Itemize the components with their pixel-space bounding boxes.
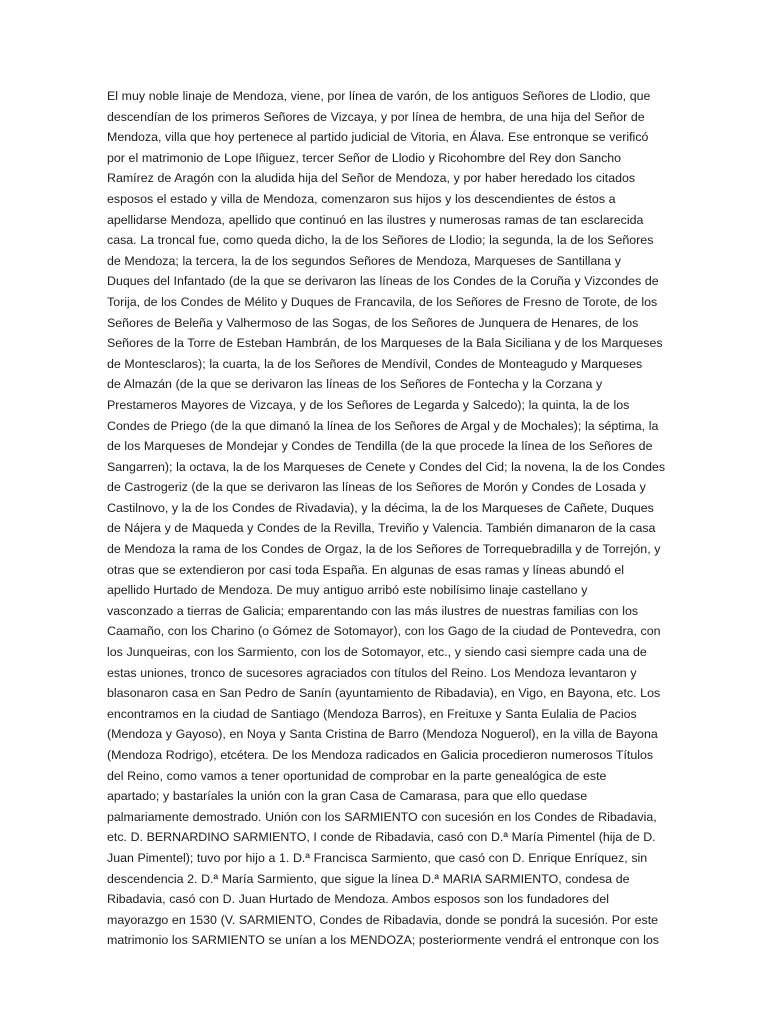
text-line: mayorazgo en 1530 (V. SARMIENTO, Condes de Ribadavia, donde se pondrá la sucesión. Por este (107, 912, 659, 927)
body-paragraph (107, 86, 667, 951)
text-line: casa. La troncal fue, como queda dicho, la de los Señores de Llodio; la segunda, la de los Señores (107, 233, 654, 248)
text-line: (Mendoza y Gayoso), en Noya y Santa Cristina de Barro (Mendoza Noguerol), en la villa de Bayona (107, 727, 658, 742)
text-line: Mendoza, villa que hoy pertenece al partido judicial de Vitoria, en Álava. Ese entronque se verificó (107, 130, 649, 145)
text-line: otras que se extendieron por casi toda España. En algunas de esas ramas y líneas abundó el (107, 562, 625, 577)
text-line: Señores de Beleña y Valhermoso de las Sogas, de los Señores de Junquera de Henares, de los (107, 315, 639, 330)
text-line: Torija, de los Condes de Mélito y Duques de Francavila, de los Señores de Fresno de Torote, de los (107, 294, 658, 309)
text-line: vasconzado a tierras de Galicia; emparentando con las más ilustres de nuestras familias con los (107, 603, 639, 618)
text-line: de Nájera y de Maqueda y Condes de la Revilla, Treviño y Valencia. También dimanaron de la casa (107, 521, 656, 536)
text-line: Señores de la Torre de Esteban Hambrán, de los Marqueses de la Bala Siciliana y de los Marqueses (107, 336, 663, 351)
text-line: palmariamente demostrado. Unión con los SARMIENTO con sucesión en los Condes de Ribadavia, (107, 809, 657, 824)
text-line: matrimonio los SARMIENTO se unían a los MENDOZA; posteriormente vendrá el entronque con los (107, 933, 659, 948)
text-line: etc. D. BERNARDINO SARMIENTO, I conde de Ribadavia, casó con D.ª María Pimentel (hija de D. (107, 830, 656, 845)
text-line: descendían de los primeros Señores de Vizcaya, y por línea de hembra, de una hija del Señor de (107, 109, 645, 124)
text-line: blasonaron casa en San Pedro de Sanín (ayuntamiento de Ribadavia), en Vigo, en Bayona, etc. Los (107, 686, 661, 701)
text-line: apartado; y bastaríales la unión con la gran Casa de Camarasa, para que ello quedase (107, 789, 588, 804)
text-line: estas uniones, tronco de sucesores agraciados con títulos del Reino. Los Mendoza levantaron y (107, 665, 637, 680)
text-line: (Mendoza Rodrigo), etcétera. De los Mendoza radicados en Galicia procedieron numerosos Títulos (107, 748, 654, 762)
text-line: de los Marqueses de Mondejar y Condes de Tendilla (de la que procede la línea de los Señores de (107, 439, 653, 454)
text-line: de Mendoza; la tercera, la de los segundos Señores de Mendoza, Marqueses de Santillana y (107, 253, 621, 268)
text-line: los Junqueiras, con los Sarmiento, con los de Sotomayor, etc., y siendo casi siempre cada una de (107, 645, 647, 660)
text-line: Caamaño, con los Charino (o Gómez de Sotomayor), con los Gago de la ciudad de Pontevedra, con (107, 624, 661, 639)
text-line: apellido Hurtado de Mendoza. De muy antiguo arribó este nobilísimo linaje castellano y (107, 583, 588, 598)
text-line: por el matrimonio de Lope Iñiguez, tercer Señor de Llodio y Ricohombre del Rey don Sancho (107, 150, 622, 165)
text-line: de Almazán (de la que se derivaron las líneas de los Señores de Fontecha y la Corzana y (107, 377, 603, 392)
text-line: de Mendoza la rama de los Condes de Orgaz, la de los Señores de Torrequebradilla y de Torrejón, y (107, 542, 661, 557)
text-line: Sangarren); la octava, la de los Marqueses de Cenete y Condes del Cid; la novena, la de los Condes (107, 459, 666, 474)
text-line: Castilnovo, y la de los Condes de Rivadavia), y la décima, la de los Marqueses de Cañete, Duques (107, 500, 654, 515)
text-line: del Reino, como vamos a tener oportunidad de comprobar en la parte genealógica de este (107, 768, 607, 783)
text-line: El muy noble linaje de Mendoza, viene, por línea de varón, de los antiguos Señores de Llodio, que (107, 89, 651, 103)
text-line: de Castrogeriz (de la que se derivaron las líneas de los Señores de Morón y Condes de Losada y (107, 480, 646, 495)
text-line: Ribadavia, casó con D. Juan Hurtado de Mendoza. Ambos esposos son los fundadores del (107, 892, 609, 907)
text-line: encontramos en la ciudad de Santiago (Mendoza Barros), en Freituxe y Santa Eulalia de Pacios (107, 706, 637, 721)
text-line: descendencia 2. D.ª María Sarmiento, que sigue la línea D.ª MARIA SARMIENTO, condesa de (107, 871, 630, 886)
text-line: apellidarse Mendoza, apellido que continuó en las ilustres y numerosas ramas de tan esclarecida (107, 212, 644, 227)
text-line: esposos el estado y villa de Mendoza, comenzaron sus hijos y los descendientes de éstos a (107, 191, 616, 206)
text-line: Ramírez de Aragón con la aludida hija del Señor de Mendoza, y por haber heredado los citados (107, 171, 636, 186)
text-line: Juan Pimentel); tuvo por hijo a 1. D.ª Francisca Sarmiento, que casó con D. Enrique Enríquez, sin (107, 850, 648, 865)
text-line: de Montesclaros); la cuarta, la de los Señores de Mendívil, Condes de Monteagudo y Marqueses (107, 356, 643, 371)
text-line: Condes de Priego (de la que dimanó la línea de los Señores de Argal y de Mochales); la séptima, la (107, 418, 659, 433)
text-line: Duques del Infantado (de la que se derivaron las líneas de los Condes de la Coruña y Vizcondes de (107, 274, 659, 289)
text-line: Prestameros Mayores de Vizcaya, y de los Señores de Legarda y Salcedo); la quinta, la de los (107, 397, 630, 412)
